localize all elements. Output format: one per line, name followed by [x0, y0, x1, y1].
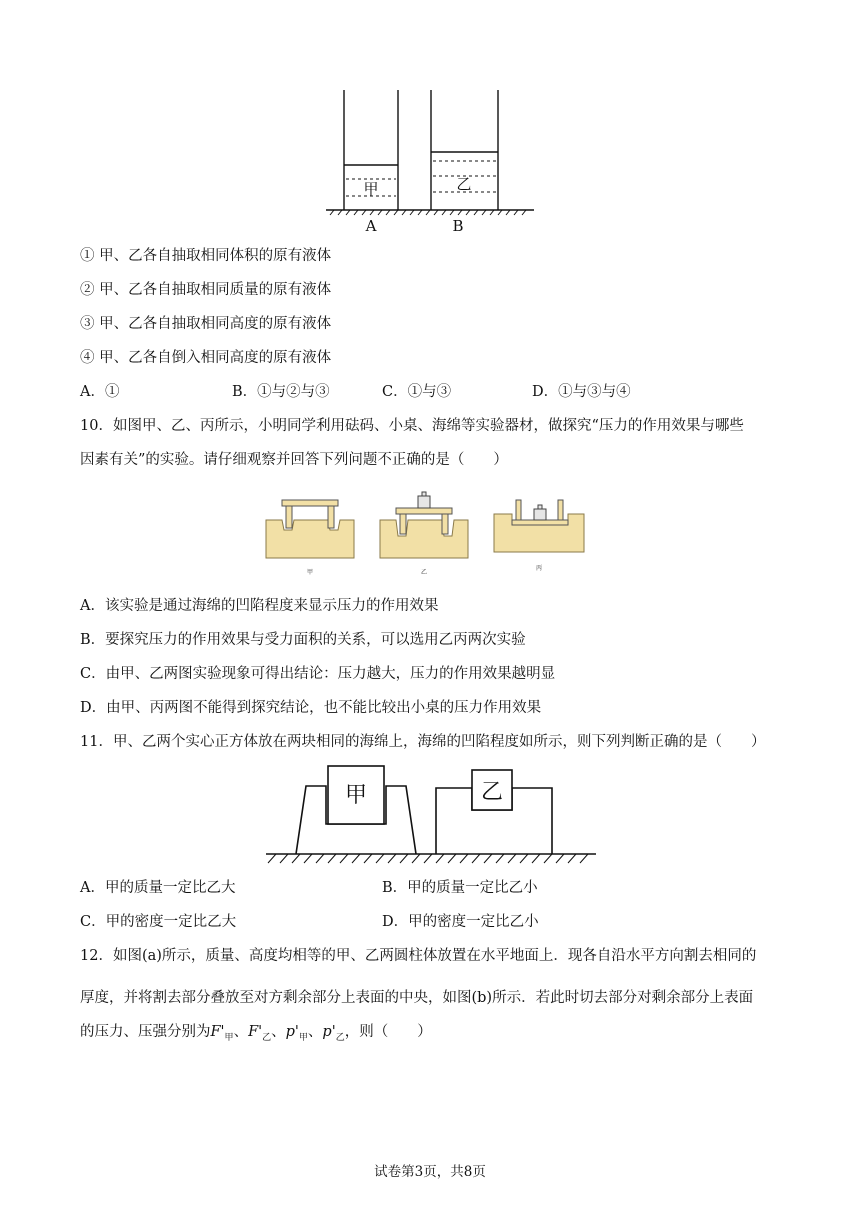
q9-item-1: ① 甲、乙各自抽取相同体积的原有液体 [80, 248, 332, 264]
q11-option-c: C．甲的密度一定比乙大 [80, 914, 237, 930]
q12-sep: 、 [307, 1024, 323, 1040]
q12-line3 [80, 1022, 432, 1048]
q12-sep: 、 [271, 1024, 286, 1040]
label-jia: 甲 [363, 180, 379, 198]
q11-stem: 11．甲、乙两个实心正方体放在两块相同的海绵上，海绵的凹陷程度如所示，则下列判断正确的是（ ） [80, 734, 766, 750]
q10-stem-line2: 因素有关”的实验。请仔细观察并回答下列问题不正确的是（ ） [80, 452, 508, 468]
q12-f-jia: F' [210, 1024, 225, 1040]
q12-line1: 12．如图(a)所示，质量、高度均相等的甲、乙两圆柱体放置在水平地面上．现各自沿水平方向割去相同的 [80, 948, 757, 964]
q12-line3-prefix: 的压力、压强分别为 [80, 1024, 211, 1040]
cubes-figure [262, 760, 598, 868]
q9-option-b: B．①与②与③ [232, 384, 330, 400]
fig10-label-jia: 甲 [306, 569, 314, 576]
q9-item-2: ② 甲、乙各自抽取相同质量的原有液体 [80, 282, 332, 298]
q12-line3-suffix: ，则（ ） [344, 1024, 432, 1040]
fig10-label-bing: 丙 [535, 565, 543, 572]
q11-option-d: D．甲的密度一定比乙小 [382, 914, 539, 930]
q10-option-a: A．该实验是通过海绵的凹陷程度来显示压力的作用效果 [80, 598, 439, 614]
q12-p-yi: p' [322, 1024, 336, 1040]
q10-option-c: C．由甲、乙两图实验现象可得出结论：压力越大，压力的作用效果越明显 [80, 666, 556, 682]
q10-option-d: D．由甲、丙两图不能得到探究结论，也不能比较出小桌的压力作用效果 [80, 700, 542, 716]
q12-p-jia-sub: 甲 [298, 1032, 308, 1043]
fig11-label-yi: 乙 [480, 780, 504, 805]
label-yi: 乙 [456, 175, 472, 193]
page-footer: 试卷第3页，共8页 [374, 1164, 486, 1180]
q9-item-4: ④ 甲、乙各自倒入相同高度的原有液体 [80, 350, 332, 366]
q12-f-yi-sub: 乙 [262, 1032, 272, 1043]
label-a: A [365, 217, 377, 235]
sponge-experiment-figure [262, 490, 592, 580]
q12-sep: 、 [233, 1024, 249, 1040]
q11-option-a: A．甲的质量一定比乙大 [80, 880, 236, 896]
q9-option-a: A．① [80, 384, 120, 400]
q10-stem-line1: 10．如图甲、乙、丙所示，小明同学利用砝码、小桌、海绵等实验器材，做探究“压力的作用效果与哪些 [80, 418, 744, 434]
q12-f-jia-sub: 甲 [224, 1032, 234, 1043]
q11-option-b: B．甲的质量一定比乙小 [382, 880, 538, 896]
q12-line2: 厚度，并将割去部分叠放至对方剩余部分上表面的中央，如图(b)所示．若此时切去部分对剩余部分上表面 [80, 990, 754, 1006]
q12-f-yi: F' [248, 1024, 263, 1040]
fig11-label-jia: 甲 [344, 783, 368, 808]
containers-figure [320, 88, 540, 236]
q9-option-d: D．①与③与④ [532, 384, 631, 400]
label-b: B [452, 217, 464, 235]
q9-option-c: C．①与③ [382, 384, 452, 400]
q12-p-jia: p' [285, 1024, 299, 1040]
fig10-label-yi: 乙 [420, 569, 428, 576]
q12-p-yi-sub: 乙 [335, 1032, 345, 1043]
q10-option-b: B．要探究压力的作用效果与受力面积的关系，可以选用乙丙两次实验 [80, 632, 526, 648]
q9-item-3: ③ 甲、乙各自抽取相同高度的原有液体 [80, 316, 332, 332]
